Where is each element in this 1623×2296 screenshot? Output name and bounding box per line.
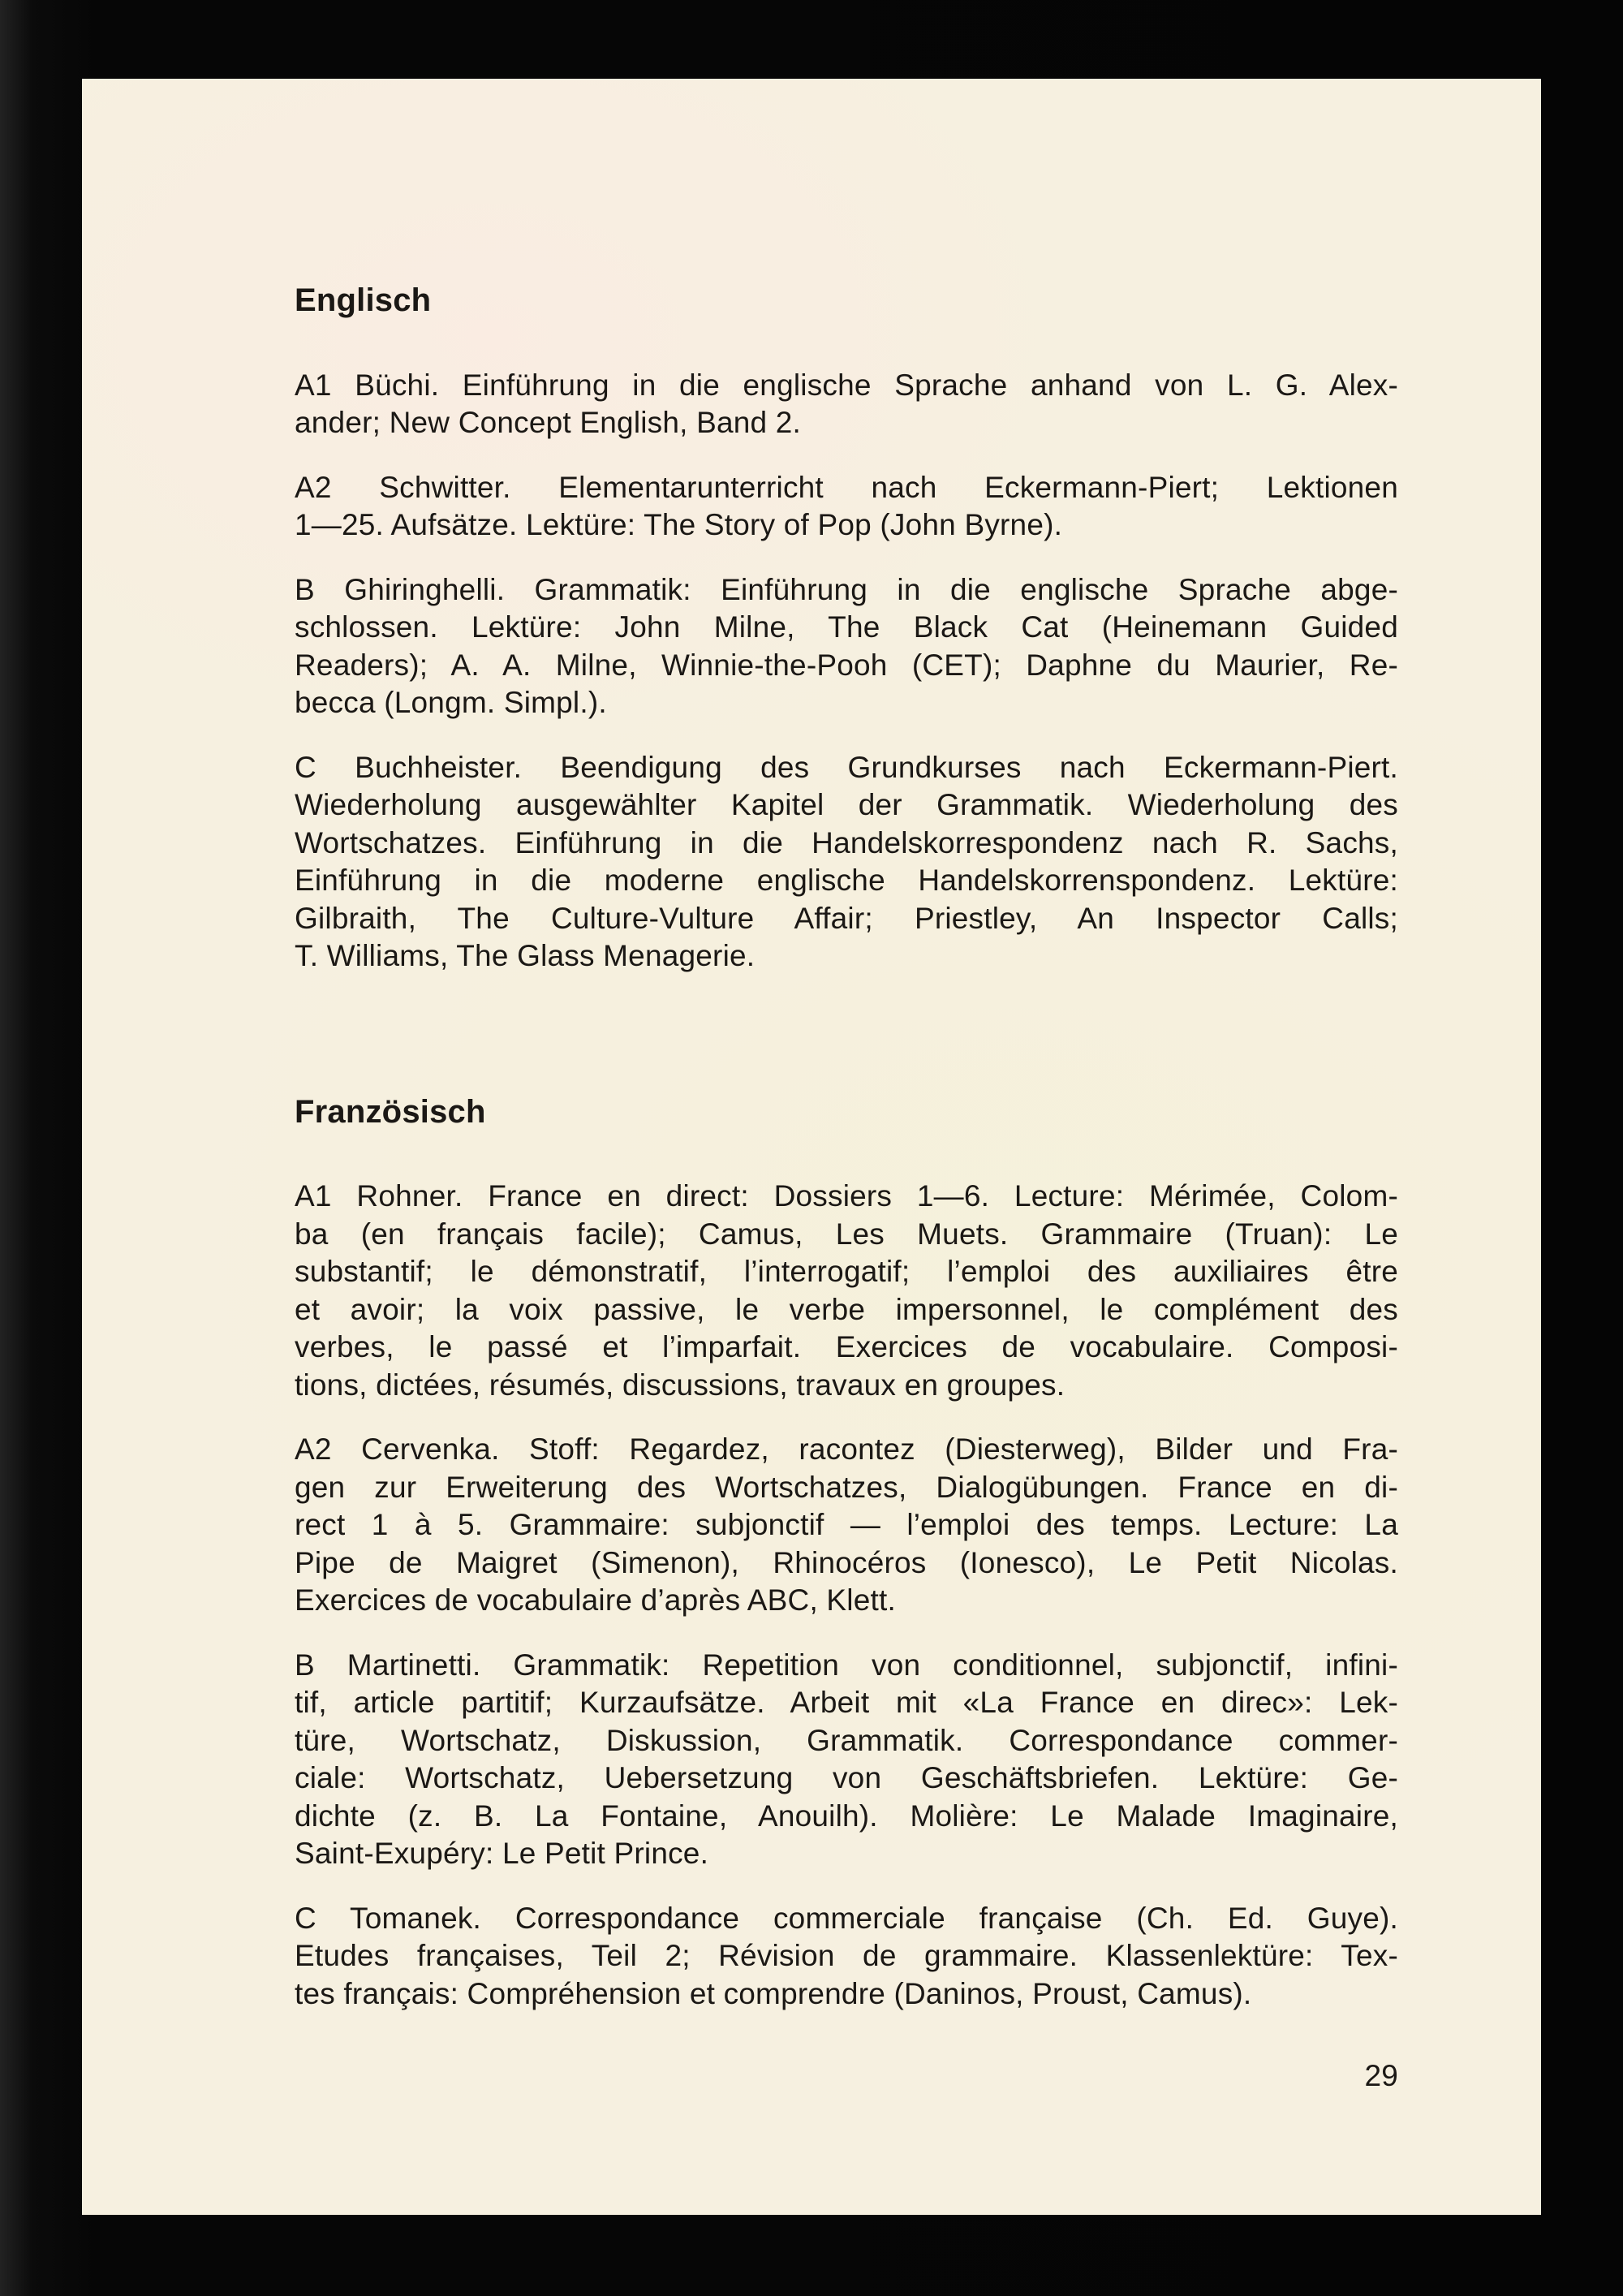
- text-line: B Ghiringhelli. Grammatik: Einführung in die englische Sprache abge-: [295, 572, 1398, 606]
- page-number: 29: [1364, 2059, 1398, 2092]
- section-heading-englisch: Englisch: [295, 282, 432, 318]
- text-line: Pipe de Maigret (Simenon), Rhinocéros (Ionesco), Le Petit Nicolas.: [295, 1545, 1398, 1579]
- text-line: verbes, le passé et l’imparfait. Exercices de vocabulaire. Composi-: [295, 1330, 1398, 1363]
- paragraph: [295, 1431, 1398, 1620]
- text-line: becca (Longm. Simpl.).: [295, 686, 607, 719]
- text-line: Gilbraith, The Culture-Vulture Affair; Priestley, An Inspector Calls;: [295, 901, 1398, 935]
- text-line: tif, article partitif; Kurzaufsätze. Arbeit mit «La France en direc»: Lek-: [295, 1686, 1398, 1719]
- text-line: rect 1 à 5. Grammaire: subjonctif — l’emploi des temps. Lecture: La: [295, 1508, 1398, 1541]
- text-line: A2 Cervenka. Stoff: Regardez, racontez (Diesterweg), Bilder und Fra-: [295, 1432, 1398, 1466]
- paragraph: [295, 1178, 1398, 1404]
- text-line: gen zur Erweiterung des Wortschatzes, Dialogübungen. France en di-: [295, 1470, 1398, 1504]
- text-line: 1—25. Aufsätze. Lektüre: The Story of Pop (John Byrne).: [295, 508, 1063, 541]
- paragraph: [295, 367, 1398, 442]
- paragraph: [295, 1900, 1398, 2014]
- text-line: A1 Rohner. France en direct: Dossiers 1—6. Lecture: Mérimée, Colom-: [295, 1179, 1398, 1213]
- text-line: schlossen. Lektüre: John Milne, The Black Cat (Heinemann Guided: [295, 610, 1398, 644]
- text-line: A1 Büchi. Einführung in die englische Sprache anhand von L. G. Alex-: [295, 368, 1398, 402]
- text-line: Exercices de vocabulaire d’après ABC, Klett.: [295, 1583, 896, 1617]
- paragraph: [295, 749, 1398, 976]
- text-line: et avoir; la voix passive, le verbe impersonnel, le complément des: [295, 1292, 1398, 1326]
- text-line: türe, Wortschatz, Diskussion, Grammatik. Correspondance commer-: [295, 1723, 1398, 1757]
- text-line: B Martinetti. Grammatik: Repetition von conditionnel, subjonctif, infini-: [295, 1648, 1398, 1682]
- text-line: ciale: Wortschatz, Uebersetzung von Geschäftsbriefen. Lektüre: Ge-: [295, 1761, 1398, 1794]
- scanned-page: [82, 79, 1541, 2215]
- text-line: Saint-Exupéry: Le Petit Prince.: [295, 1837, 709, 1870]
- text-line: A2 Schwitter. Elementarunterricht nach Eckermann-Piert; Lektionen: [295, 470, 1398, 504]
- text-line: ander; New Concept English, Band 2.: [295, 406, 802, 439]
- paragraph: [295, 1647, 1398, 1873]
- text-line: dichte (z. B. La Fontaine, Anouilh). Molière: Le Malade Imaginaire,: [295, 1798, 1398, 1833]
- text-line: Wiederholung ausgewählter Kapitel der Grammatik. Wiederholung des: [295, 788, 1398, 821]
- text-line: Readers); A. A. Milne, Winnie-the-Pooh (CET); Daphne du Maurier, Re-: [295, 648, 1398, 682]
- text-line: Einführung in die moderne englische Handelskorrenspondenz. Lektüre:: [295, 864, 1398, 897]
- text-line: tions, dictées, résumés, discussions, travaux en groupes.: [295, 1368, 1065, 1402]
- paragraph: [295, 571, 1398, 722]
- section-heading-franzoesisch: Französisch: [295, 1093, 486, 1130]
- text-line: substantif; le démonstratif, l’interrogatif; l’emploi des auxiliaires être: [295, 1255, 1398, 1288]
- text-line: Wortschatzes. Einführung in die Handelskorrespondenz nach R. Sachs,: [295, 825, 1398, 859]
- text-line: ba (en français facile); Camus, Les Muets. Grammaire (Truan): Le: [295, 1217, 1398, 1251]
- text-line: T. Williams, The Glass Menagerie.: [295, 939, 756, 972]
- text-line: C Buchheister. Beendigung des Grundkurses nach Eckermann-Piert.: [295, 750, 1398, 784]
- text-line: C Tomanek. Correspondance commerciale française (Ch. Ed. Guye).: [295, 1901, 1398, 1935]
- paragraph: [295, 469, 1398, 545]
- page-content: [295, 79, 1398, 2096]
- text-line: tes français: Compréhension et comprendre (Daninos, Proust, Camus).: [295, 1976, 1252, 2010]
- text-line: Etudes françaises, Teil 2; Révision de grammaire. Klassenlektüre: Tex-: [295, 1939, 1398, 1972]
